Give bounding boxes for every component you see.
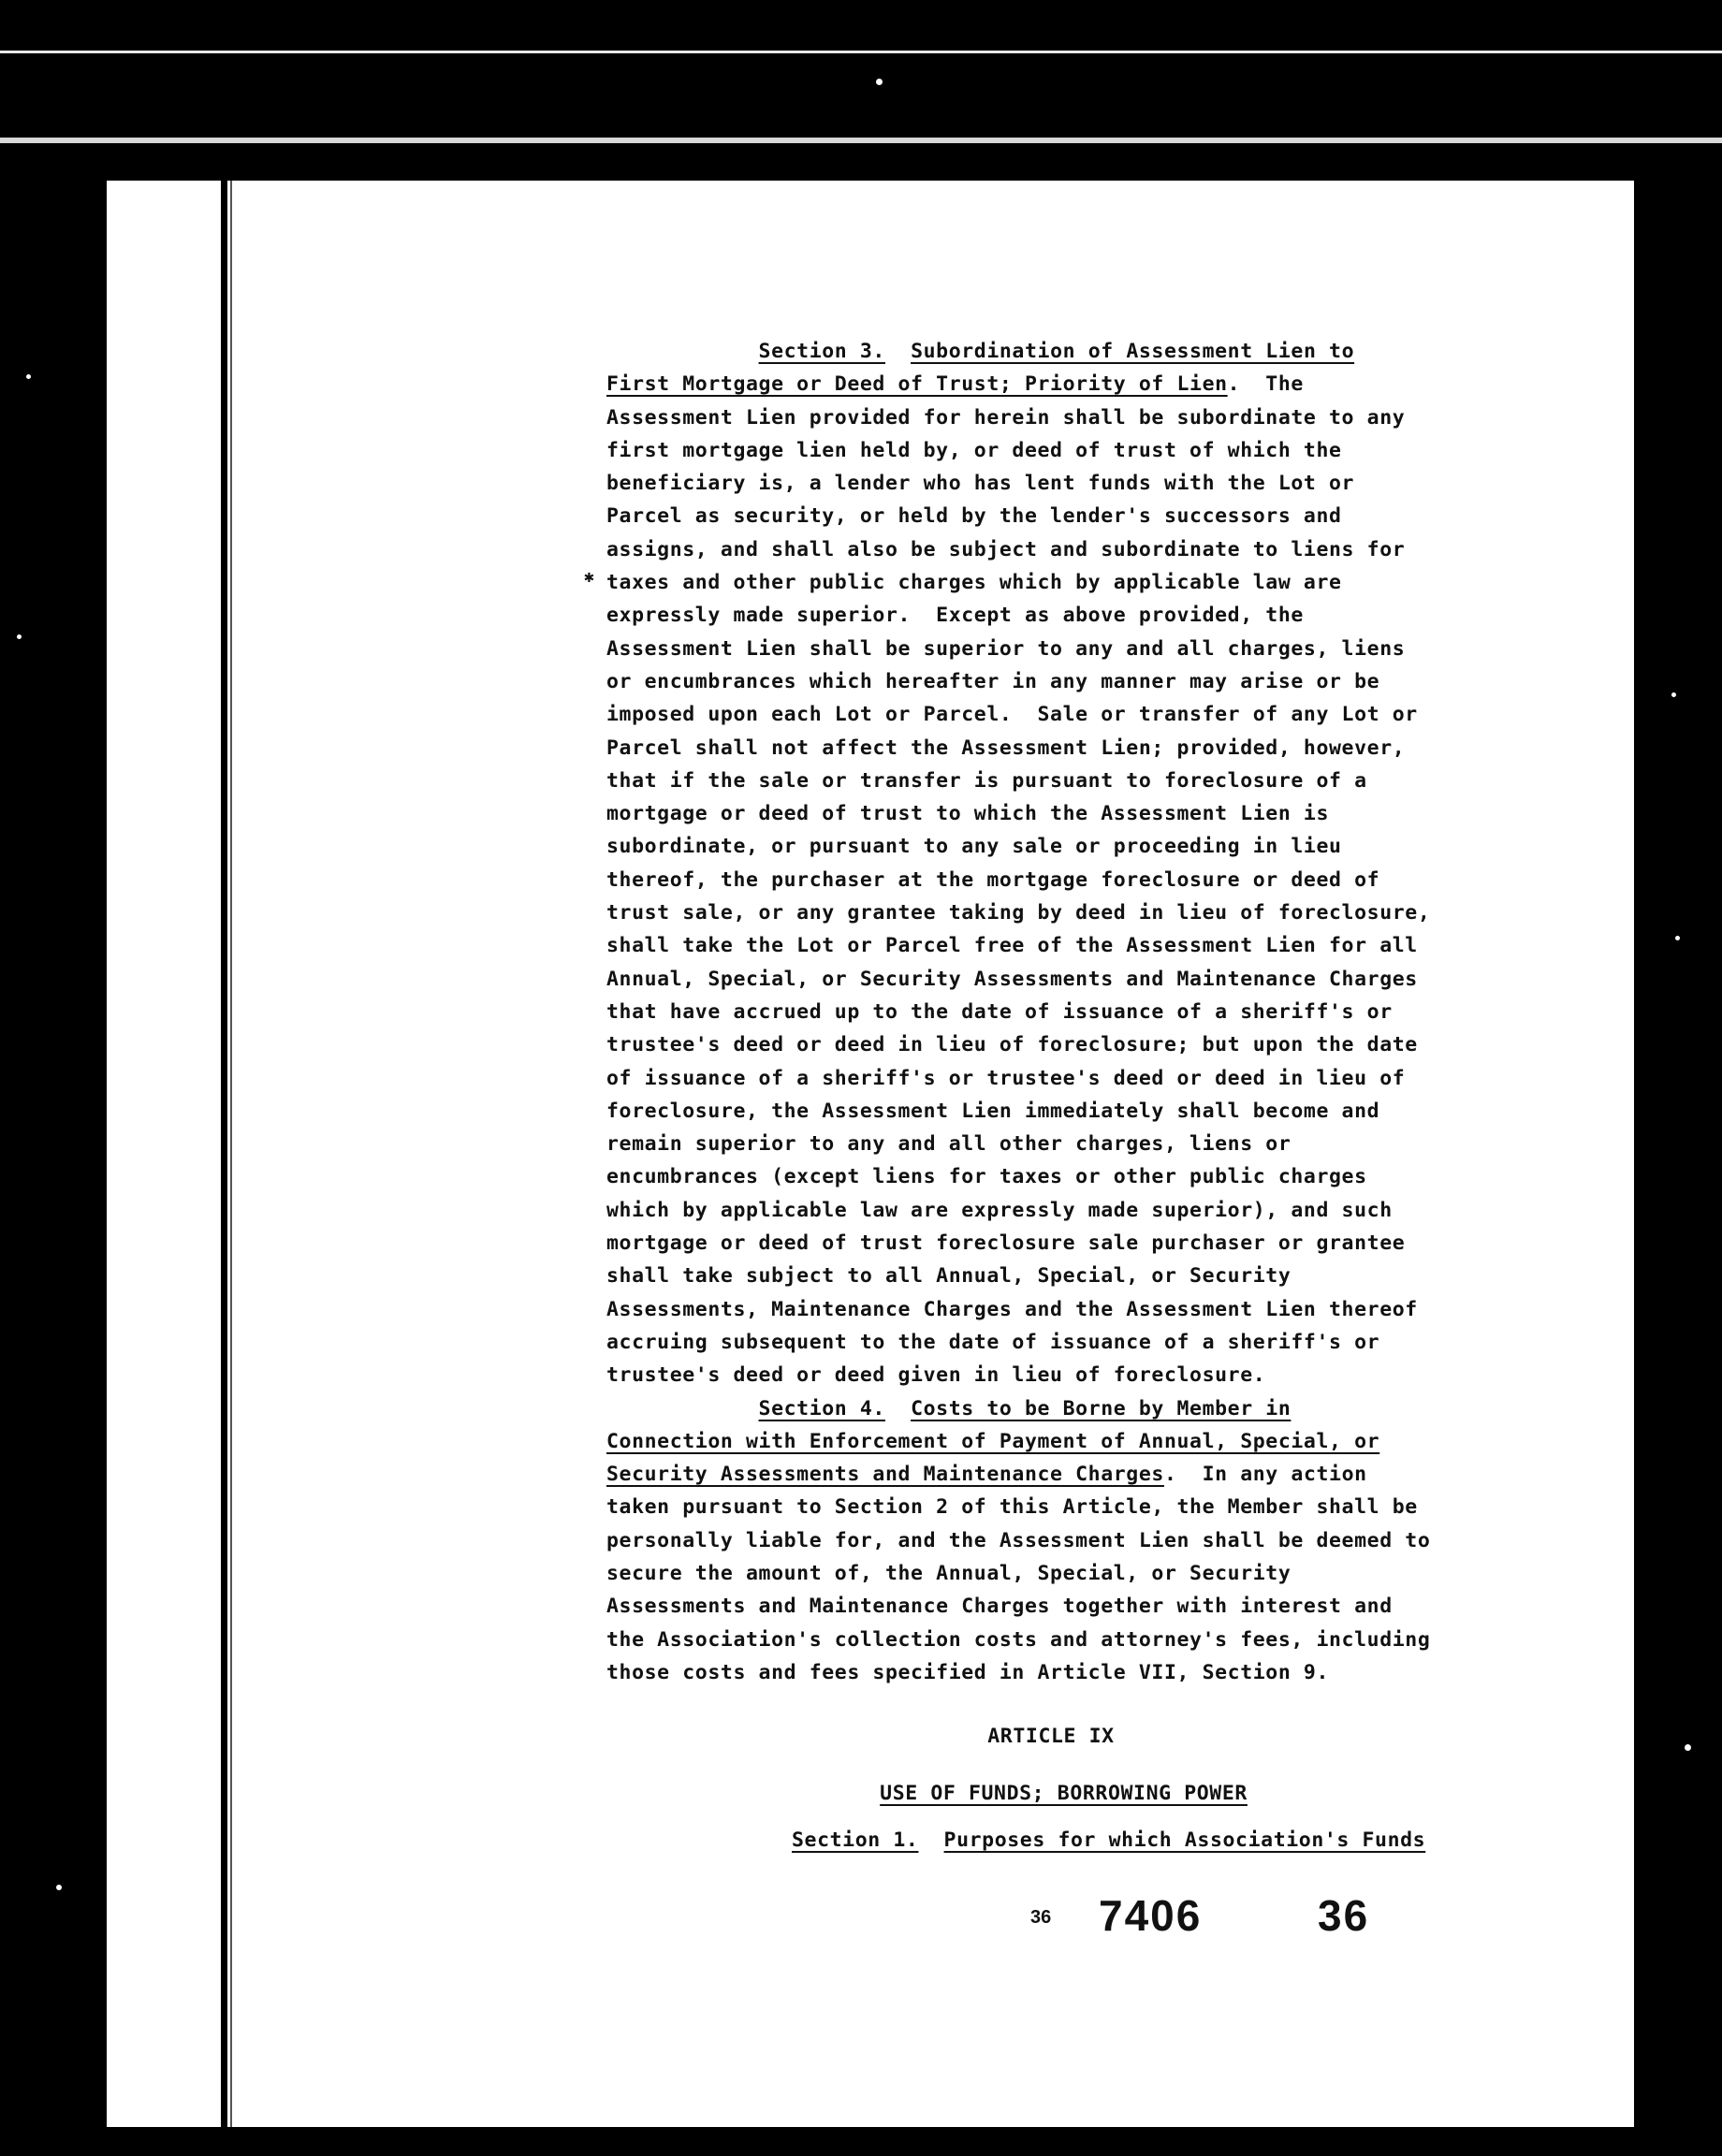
text-line xyxy=(606,1028,1496,1061)
line-text: the Association's collection costs and attorney's fees, including xyxy=(606,1627,1431,1652)
underlined-text: First Mortgage or Deed of Trust; Priority of Lien xyxy=(606,372,1228,397)
text-line xyxy=(606,896,1496,929)
line-text: . The xyxy=(1227,372,1304,397)
line-text: Annual, Special, or Security Assessments and Maintenance Charges xyxy=(606,967,1418,991)
underlined-text: Section 4. xyxy=(758,1396,885,1420)
line-text: Assessments and Maintenance Charges together with interest and xyxy=(606,1595,1393,1619)
page-number: 36 xyxy=(1318,1891,1370,1940)
line-text: expressly made superior. Except as above provided, the xyxy=(606,604,1304,628)
line-text: Assessment Lien provided for herein shall be subordinate to any xyxy=(606,405,1406,430)
line-text: trustee's deed or deed in lieu of foreclosure; but upon the date xyxy=(606,1033,1418,1057)
text-line xyxy=(606,566,1496,599)
line-text: beneficiary is, a lender who has lent funds with the Lot or xyxy=(606,472,1355,496)
line-text: first mortgage lien held by, or deed of trust of which the xyxy=(606,438,1342,462)
text-line xyxy=(606,1227,1496,1260)
line-text xyxy=(885,340,911,363)
line-text: trustee's deed or deed given in lieu of foreclosure. xyxy=(606,1363,1266,1388)
text-line xyxy=(606,467,1496,500)
underlined-text: Subordination of Assessment Lien to xyxy=(911,340,1355,363)
text-line xyxy=(606,1590,1496,1623)
text-line xyxy=(606,434,1496,467)
line-text: Parcel as security, or held by the lender's successors and xyxy=(606,504,1342,529)
document-number: 7406 xyxy=(1099,1891,1203,1940)
article-subheading-text: USE OF FUNDS; BORROWING POWER xyxy=(880,1782,1248,1805)
text-line xyxy=(606,401,1496,434)
line-text: which by applicable law are expressly made superior), and such xyxy=(606,1198,1393,1222)
text-line xyxy=(606,1656,1496,1689)
margin-mark: ✱ xyxy=(584,567,594,587)
text-line xyxy=(606,1160,1496,1193)
article-subheading xyxy=(606,1758,1496,1805)
line-text: Parcel shall not affect the Assessment Lien; provided, however, xyxy=(606,736,1406,760)
line-text: mortgage or deed of trust to which the Assessment Lien is xyxy=(606,802,1330,826)
line-text: foreclosure, the Assessment Lien immediately shall become and xyxy=(606,1099,1380,1123)
scan-speck xyxy=(1685,1744,1691,1751)
text-line xyxy=(606,1128,1496,1160)
underlined-text: Security Assessments and Maintenance Charges xyxy=(606,1463,1164,1487)
line-text: taken pursuant to Section 2 of this Article, the Member shall be xyxy=(606,1495,1418,1520)
text-line xyxy=(606,1524,1496,1557)
line-text: thereof, the purchaser at the mortgage foreclosure or deed of xyxy=(606,867,1380,892)
scan-speck xyxy=(56,1885,62,1890)
text-line xyxy=(606,732,1496,765)
line-text: those costs and fees specified in Article VII, Section 9. xyxy=(606,1660,1330,1684)
text-line xyxy=(606,1095,1496,1128)
section-1-heading xyxy=(792,1828,1681,1852)
line-text: shall take subject to all Annual, Special, or Security xyxy=(606,1264,1292,1289)
line-text: that have accrued up to the date of issuance of a sheriff's or xyxy=(606,999,1393,1024)
section-1-title: Purposes for which Association's Funds xyxy=(943,1828,1426,1852)
line-text: shall take the Lot or Parcel free of the Assessment Lien for all xyxy=(606,934,1418,958)
line-text: secure the amount of, the Annual, Special, or Security xyxy=(606,1561,1292,1585)
line-text: encumbrances (except liens for taxes or other public charges xyxy=(606,1165,1367,1189)
line-text: of issuance of a sheriff's or trustee's deed or deed in lieu of xyxy=(606,1066,1406,1090)
text-line xyxy=(606,1359,1496,1391)
text-line xyxy=(606,1557,1496,1590)
binding-edge xyxy=(221,181,227,2127)
text-line xyxy=(606,1194,1496,1227)
line-text: personally liable for, and the Assessment Lien shall be deemed to xyxy=(606,1528,1431,1552)
text-line xyxy=(606,500,1496,532)
line-text: accruing subsequent to the date of issuance of a sheriff's or xyxy=(606,1330,1380,1354)
line-text: that if the sale or transfer is pursuant to foreclosure of a xyxy=(606,768,1367,793)
binding-edge-thin xyxy=(230,181,232,2127)
article-heading: ARTICLE IX xyxy=(987,1725,1115,1748)
underlined-text: Connection with Enforcement of Payment of Annual, Special, or xyxy=(606,1429,1380,1453)
line-text: taxes and other public charges which by applicable law are xyxy=(606,571,1342,595)
text-line xyxy=(606,996,1496,1028)
text-line xyxy=(606,368,1496,401)
text-line xyxy=(606,533,1496,566)
text-line xyxy=(606,1458,1496,1491)
text-line xyxy=(606,1425,1496,1458)
text-line xyxy=(606,1392,1496,1425)
scan-speck xyxy=(26,374,31,379)
line-text: imposed upon each Lot or Parcel. Sale or transfer of any Lot or xyxy=(606,703,1418,727)
scan-top-rule xyxy=(0,51,1722,53)
scan-speck xyxy=(17,634,22,639)
text-line xyxy=(606,1293,1496,1326)
line-text: assigns, and shall also be subject and subordinate to liens for xyxy=(606,537,1406,561)
text-line xyxy=(606,665,1496,698)
text-line xyxy=(606,1062,1496,1095)
text-line xyxy=(606,797,1496,830)
line-text: or encumbrances which hereafter in any manner may arise or be xyxy=(606,669,1380,693)
line-text: remain superior to any and all other charges, liens or xyxy=(606,1132,1292,1157)
line-text: trust sale, or any grantee taking by deed in lieu of foreclosure, xyxy=(606,901,1431,925)
line-text: . In any action xyxy=(1163,1463,1367,1487)
text-line xyxy=(606,929,1496,962)
line-text xyxy=(606,1397,759,1420)
underlined-text: Section 3. xyxy=(758,340,885,363)
scan-speck xyxy=(1671,692,1676,697)
section-1-label: Section 1. xyxy=(792,1828,919,1852)
scan-second-rule xyxy=(0,138,1722,143)
scan-speck xyxy=(1675,936,1680,940)
line-text: mortgage or deed of trust foreclosure sale purchaser or grantee xyxy=(606,1231,1406,1256)
text-line xyxy=(606,1624,1496,1656)
text-line xyxy=(606,963,1496,996)
line-text: Assessment Lien shall be superior to any and all charges, liens xyxy=(606,636,1406,661)
line-text xyxy=(885,1397,911,1420)
scan-speck xyxy=(876,79,883,85)
page-number-small: 36 xyxy=(1030,1907,1052,1928)
text-line xyxy=(606,864,1496,896)
text-line xyxy=(606,830,1496,863)
text-line xyxy=(606,765,1496,797)
line-text xyxy=(606,340,759,363)
line-text: Assessments, Maintenance Charges and the Assessment Lien thereof xyxy=(606,1297,1418,1321)
text-line xyxy=(606,599,1496,632)
body-text xyxy=(606,335,1496,1689)
text-line xyxy=(606,698,1496,731)
scan-top-band xyxy=(0,0,1722,138)
underlined-text: Costs to be Borne by Member in xyxy=(911,1396,1292,1420)
line-text: subordinate, or pursuant to any sale or proceeding in lieu xyxy=(606,835,1342,859)
text-line xyxy=(606,1491,1496,1523)
text-line xyxy=(606,633,1496,665)
text-line xyxy=(606,1260,1496,1292)
text-line xyxy=(606,335,1496,368)
text-line xyxy=(606,1326,1496,1359)
